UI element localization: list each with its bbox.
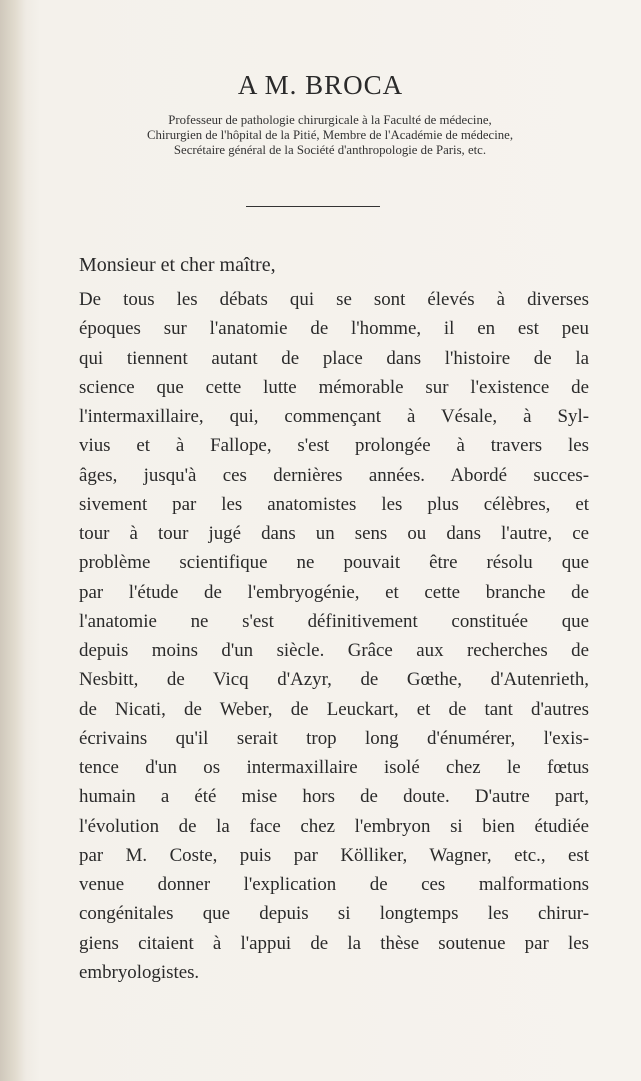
body-line: l'intermaxillaire, qui, commençant à Vésale, à Syl- (79, 406, 589, 427)
body-line: l'anatomie ne s'est définitivement constituée que (79, 610, 589, 632)
letter-body (79, 285, 589, 987)
body-line: par M. Coste, puis par Kölliker, Wagner, etc., est (79, 844, 589, 866)
body-line: depuis moins d'un siècle. Grâce aux recherches de (79, 640, 589, 661)
body-line: époques sur l'anatomie de l'homme, il en est peu (79, 318, 589, 340)
dedication-heading: A M. BROCA (237, 70, 404, 100)
recipient-titles (40, 113, 620, 158)
body-line: vius et à Fallope, s'est prolongée à travers les (79, 435, 589, 457)
body-line: sivement par les anatomistes les plus célèbres, et (79, 493, 589, 515)
body-line: âges, jusqu'à ces dernières années. Abordé succes- (79, 464, 589, 486)
title-line: Professeur de pathologie chirurgicale à la Faculté de médecine, (168, 113, 492, 127)
body-line: qui tiennent autant de place dans l'histoire de la (79, 347, 589, 369)
body-line: par l'étude de l'embryogénie, et cette branche de (79, 581, 589, 603)
body-line: congénitales que depuis si longtemps les chirur- (79, 903, 589, 925)
body-line: l'évolution de la face chez l'embryon si bien étudiée (79, 815, 589, 837)
page-binding-shadow (0, 0, 26, 1081)
title-line: Secrétaire général de la Société d'anthropologie de Paris, etc. (173, 143, 487, 157)
body-line: science que cette lutte mémorable sur l'existence de (79, 376, 589, 398)
body-line: tence d'un os intermaxillaire isolé chez le fœtus (79, 757, 589, 778)
body-line: giens citaient à l'appui de la thèse soutenue par les (79, 932, 589, 954)
salutation: Monsieur et cher maître, (79, 254, 276, 276)
body-line: humain a été mise hors de doute. D'autre part, (79, 786, 589, 808)
body-line: tour à tour jugé dans un sens ou dans l'autre, ce (79, 523, 589, 544)
body-line: venue donner l'explication de ces malformations (79, 874, 589, 895)
separator-rule (246, 206, 380, 207)
body-line: embryologistes. (79, 961, 200, 983)
body-line: de Nicati, de Weber, de Leuckart, et de tant d'autres (79, 698, 589, 720)
body-line: Nesbitt, de Vicq d'Azyr, de Gœthe, d'Autenrieth, (79, 669, 589, 691)
body-line: écrivains qu'il serait trop long d'énumérer, l'exis- (79, 727, 589, 749)
body-line: problème scientifique ne pouvait être résolu que (79, 552, 589, 574)
title-line: Chirurgien de l'hôpital de la Pitié, Membre de l'Académie de médecine, (146, 128, 514, 142)
body-line: De tous les débats qui se sont élevés à diverses (79, 289, 589, 310)
